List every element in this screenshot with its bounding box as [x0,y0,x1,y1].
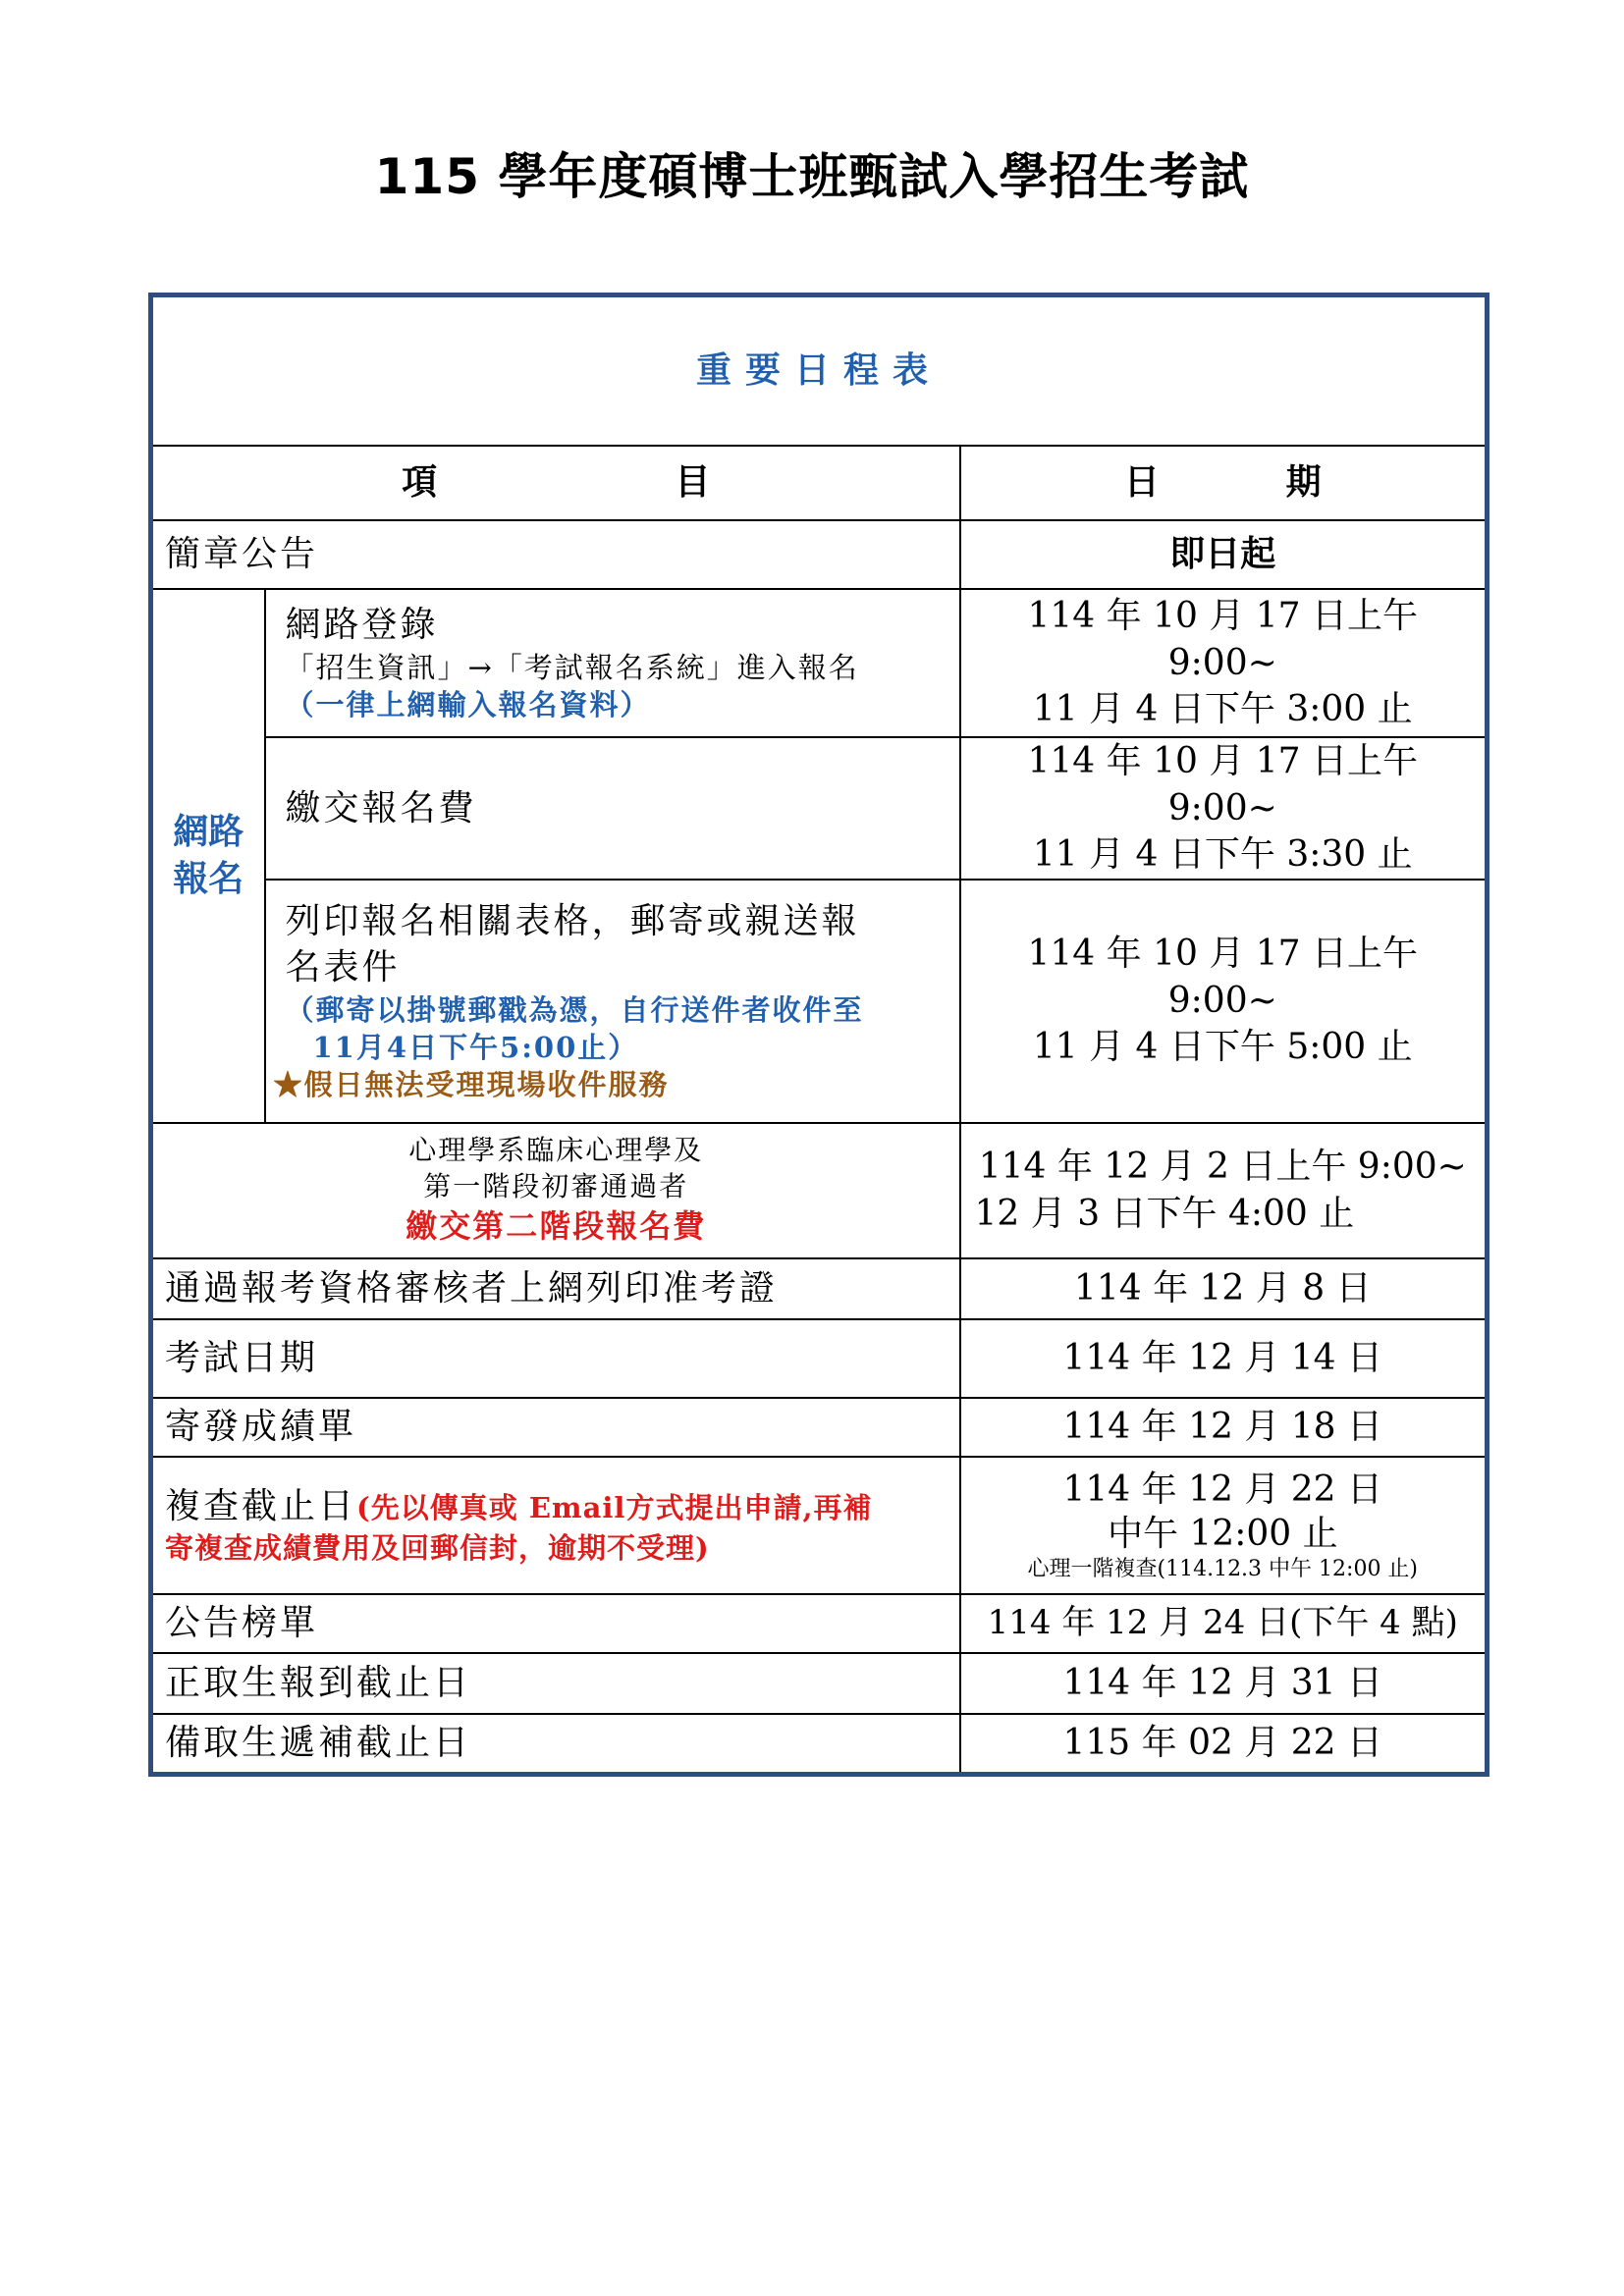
item-enroll: 正取生報到截止日 [151,1653,960,1714]
item-results: 公告榜單 [151,1594,960,1653]
table-row [151,589,1488,737]
print-star-note: ★假日無法受理現場收件服務 [273,1068,670,1102]
table-row [151,520,1488,589]
date-stage2 [960,1123,1488,1258]
table-row [151,1319,1488,1398]
stage2-line3: 繳交第二階段報名費 [406,1207,707,1246]
table-row [151,1594,1488,1653]
print-note-line2: 11月4日下午5:00止） [312,1030,639,1064]
header-date [960,446,1488,520]
table-row [151,880,1488,1123]
online-registration-group [151,589,265,1123]
print-date-line1: 114 年 10 月 17 日上午 9:00~ [1027,934,1419,1021]
date-admission-ticket: 114 年 12 月 8 日 [960,1258,1488,1319]
schedule-banner: 重要日程表 [151,295,1488,447]
item-stage2 [151,1123,960,1258]
stage2-date-line1: 114 年 12 月 2 日上午 9:00~ [978,1147,1467,1188]
date-fee [960,737,1488,880]
item-print [265,880,960,1123]
review-date-line2: 中午 12:00 止 [1107,1513,1338,1554]
review-note-part1: (先以傳真或 Email方式提出申請,再補 [356,1490,873,1524]
table-row [151,1653,1488,1714]
date-print [960,880,1488,1123]
stage2-line1: 心理學系臨床心理學及 [408,1134,704,1167]
table-row [151,1258,1488,1319]
banner-row [151,295,1488,447]
date-enroll: 114 年 12 月 31 日 [960,1653,1488,1714]
register-note: （一律上網輸入報名資料） [285,688,651,722]
date-score-mail: 114 年 12 月 18 日 [960,1398,1488,1457]
document-title: 115 學年度碩博士班甄試入學招生考試 [374,148,1250,205]
register-date-line2: 11 月 4 日下午 3:00 止 [1032,689,1413,730]
table-row [151,1457,1488,1594]
fee-date-line1: 114 年 10 月 17 日上午 9:00~ [1027,741,1419,828]
item-score-mail: 寄發成績單 [151,1398,960,1457]
register-sub: 「招生資訊」→「考試報名系統」進入報名 [285,650,859,684]
date-exam-date: 114 年 12 月 14 日 [960,1319,1488,1398]
print-date-line2: 11 月 4 日下午 5:00 止 [1032,1027,1413,1068]
date-results: 114 年 12 月 24 日(下午 4 點) [960,1594,1488,1653]
header-item-char-2: 目 [675,461,711,504]
stage2-date-line2: 12 月 3 日下午 4:00 止 [974,1193,1355,1234]
fee-date-line2: 11 月 4 日下午 3:30 止 [1032,834,1413,876]
group-label-line2: 報名 [173,857,244,899]
header-row [151,446,1488,520]
date-review [960,1457,1488,1594]
table-row [151,1714,1488,1775]
header-date-char-2: 期 [1285,461,1322,504]
stage2-line2: 第一階段初審通過者 [423,1170,689,1203]
review-date-line1: 114 年 12 月 22 日 [1062,1468,1383,1510]
item-fee: 繳交報名費 [265,737,960,880]
review-date-line3: 心理一階複查(114.12.3 中午 12:00 止) [1027,1556,1419,1581]
schedule-table [148,293,1489,1777]
table-row [151,1398,1488,1457]
date-waitlist: 115 年 02 月 22 日 [960,1714,1488,1775]
review-title: 複查截止日 [165,1485,357,1526]
register-date-line1: 114 年 10 月 17 日上午 9:00~ [1027,596,1419,683]
item-waitlist: 備取生遞補截止日 [151,1714,960,1775]
item-register [265,589,960,737]
date-register [960,589,1488,737]
table-row [151,1123,1488,1258]
register-title: 網路登錄 [285,605,439,646]
print-title-line2: 名表件 [285,947,401,988]
item-announce: 簡章公告 [151,520,960,589]
header-date-char-1: 日 [1123,461,1160,504]
item-review [151,1457,960,1594]
review-note-part2: 寄複查成績費用及回郵信封，逾期不受理) [165,1531,710,1566]
group-label-line1: 網路 [173,811,244,853]
header-item-char-1: 項 [402,461,438,504]
header-item [151,446,960,520]
item-admission-ticket: 通過報考資格審核者上網列印准考證 [151,1258,960,1319]
item-exam-date: 考試日期 [151,1319,960,1398]
date-announce: 即日起 [960,520,1488,589]
table-row [151,737,1488,880]
print-note-line1: （郵寄以掛號郵戳為憑，自行送件者收件至 [285,992,864,1027]
print-title-line1: 列印報名相關表格，郵寄或親送報 [285,900,860,941]
